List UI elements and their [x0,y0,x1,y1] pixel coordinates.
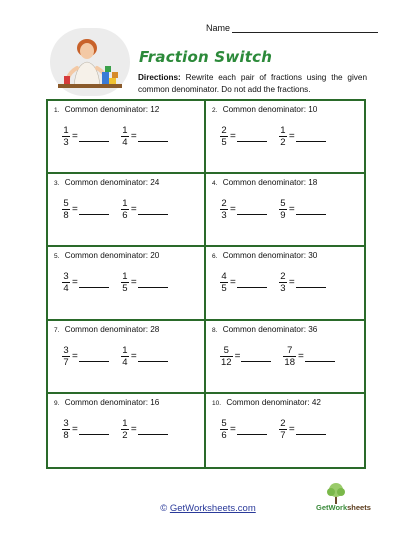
fraction-first [220,198,228,221]
answer-blank[interactable] [138,359,168,362]
fraction-first [220,271,228,294]
fraction-first [62,345,70,368]
problem-header [212,105,317,114]
problem-equation [62,271,168,294]
footer-site-link[interactable]: GetWorksheets.com [169,503,256,514]
answer-blank[interactable] [79,139,109,142]
numerator: 4 [221,271,227,283]
equals-sign: = [130,131,137,142]
problem-cell [48,321,206,394]
numerator: 3 [63,417,69,429]
denominator: 9 [280,210,286,222]
problem-equation [220,345,335,368]
problem-number: 1. [54,107,60,114]
name-line[interactable] [232,22,378,33]
answer-blank[interactable] [237,139,267,142]
answer-blank[interactable] [79,359,109,362]
equals-sign: = [72,423,78,435]
common-denominator-label: Common denominator: 12 [64,105,160,114]
answer-blank[interactable] [138,212,168,215]
problem-header [54,251,159,260]
numerator: 5 [63,198,69,210]
common-denominator-label: Common denominator: 16 [64,397,160,407]
answer-blank[interactable] [138,139,168,142]
fraction-first [62,198,70,221]
equals-sign: = [130,204,137,216]
denominator: 4 [122,137,128,148]
answer-blank[interactable] [305,359,335,362]
common-denominator-label: Common denominator: 10 [222,105,318,114]
copyright-symbol: © [160,503,168,514]
denominator: 5 [122,283,128,295]
problem-equation [62,418,168,441]
problem-header [212,178,317,187]
problem-cell [206,394,364,467]
getworksheets-logo [316,482,376,522]
problem-cell [206,101,364,174]
answer-blank[interactable] [296,139,326,142]
problem-equation [220,125,326,148]
common-denominator-label: Common denominator: 18 [222,178,318,188]
answer-blank[interactable] [237,212,267,215]
logo-text-b: sheets [347,503,371,512]
common-denominator-label: Common denominator: 20 [64,251,160,261]
name-field [206,22,378,33]
denominator: 6 [221,429,227,441]
fraction-second [279,271,287,294]
fraction-first [62,125,70,148]
answer-blank[interactable] [237,285,267,288]
fraction-second [283,345,296,368]
numerator: 1 [122,125,128,136]
problem-number: 9. [54,399,60,407]
denominator: 7 [63,356,69,368]
problem-header [54,325,159,334]
problem-cell [48,394,206,467]
answer-blank[interactable] [79,285,109,288]
girl-with-blocks-illustration [50,28,130,96]
answer-blank[interactable] [79,432,109,435]
equals-sign: = [130,277,137,289]
logo-text-a: GetWork [316,503,348,512]
problem-number: 7. [54,326,60,334]
numerator: 5 [223,344,229,356]
denominator: 6 [122,210,128,222]
fraction-second [121,125,129,148]
problem-equation [62,345,168,368]
denominator: 12 [221,356,232,368]
problem-grid [46,99,366,469]
equals-sign: = [288,277,295,289]
equals-sign: = [288,131,295,142]
denominator: 3 [63,137,69,148]
fraction-second [121,198,129,221]
common-denominator-label: Common denominator: 42 [226,397,321,407]
numerator: 5 [280,198,286,210]
denominator: 7 [280,429,286,441]
answer-blank[interactable] [138,285,168,288]
denominator: 3 [221,210,227,222]
problem-cell [48,174,206,247]
problem-cell [206,321,364,394]
name-label: Name [206,23,231,33]
fraction-second [279,198,287,221]
directions-text [138,72,367,96]
logo-text [316,503,371,512]
denominator: 18 [284,356,295,368]
equals-sign: = [130,423,137,435]
equals-sign: = [72,131,78,142]
common-denominator-label: Common denominator: 28 [64,324,160,334]
problem-equation [220,271,326,294]
problem-header [212,251,317,260]
problem-number: 4. [212,180,218,188]
common-denominator-label: Common denominator: 30 [222,251,318,261]
answer-blank[interactable] [296,212,326,215]
problem-cell [206,174,364,247]
answer-blank[interactable] [79,212,109,215]
denominator: 2 [280,137,286,148]
equals-sign: = [234,350,241,362]
fraction-first [220,418,228,441]
problem-number: 6. [212,253,218,261]
problem-header [54,178,159,187]
equals-sign: = [298,350,304,362]
problem-cell [48,101,206,174]
problem-equation [220,418,326,441]
fraction-first [62,418,70,441]
denominator: 8 [63,429,69,441]
problem-header [54,105,159,114]
problem-header [212,398,321,407]
numerator: 2 [280,417,286,429]
problem-equation [62,125,168,148]
denominator: 3 [280,283,286,295]
numerator: 1 [122,417,128,429]
equals-sign: = [288,204,295,216]
equals-sign: = [230,204,236,216]
denominator: 5 [221,137,227,148]
problem-header [54,398,159,407]
denominator: 4 [122,356,128,368]
answer-blank[interactable] [138,432,168,435]
numerator: 1 [122,198,128,210]
problem-number: 3. [54,180,60,188]
fraction-second [279,125,287,148]
numerator: 2 [221,125,227,136]
equals-sign: = [130,350,137,362]
numerator: 1 [122,344,128,356]
common-denominator-label: Common denominator: 24 [64,178,160,188]
fraction-second [121,271,129,294]
problem-number: 10. [212,399,222,407]
tree-icon [316,482,376,504]
problem-number: 2. [212,107,218,114]
answer-blank[interactable] [296,432,326,435]
directions-body: Rewrite each pair of fractions using the given common denominator. Do not add the fractions. [138,73,367,94]
equals-sign: = [288,423,295,435]
fraction-first [220,125,228,148]
problem-cell [48,247,206,320]
numerator: 3 [63,344,69,356]
answer-blank[interactable] [296,285,326,288]
denominator: 4 [63,283,69,295]
equals-sign: = [72,204,78,216]
problem-header [212,325,317,334]
numerator: 3 [63,271,69,283]
problem-number: 8. [212,326,218,334]
numerator: 7 [287,344,293,356]
denominator: 2 [122,429,128,441]
problem-cell [206,247,364,320]
fraction-second [279,418,287,441]
numerator: 1 [280,125,286,136]
denominator: 5 [221,283,227,295]
fraction-first [220,345,233,368]
equals-sign: = [230,423,236,435]
numerator: 2 [221,198,227,210]
equals-sign: = [72,350,78,362]
fraction-second [121,345,129,368]
numerator: 2 [280,271,286,283]
fraction-second [121,418,129,441]
equals-sign: = [230,277,236,289]
equals-sign: = [230,131,236,142]
problem-equation [62,198,168,221]
numerator: 1 [63,125,69,136]
problem-equation [220,198,326,221]
denominator: 8 [63,210,69,222]
page-title: Fraction Switch [139,48,273,66]
common-denominator-label: Common denominator: 36 [222,324,318,334]
numerator: 5 [221,417,227,429]
numerator: 1 [122,271,128,283]
problem-number: 5. [54,253,60,261]
answer-blank[interactable] [241,359,271,362]
directions-label: Directions: [138,73,181,82]
answer-blank[interactable] [237,432,267,435]
equals-sign: = [72,277,78,289]
fraction-first [62,271,70,294]
